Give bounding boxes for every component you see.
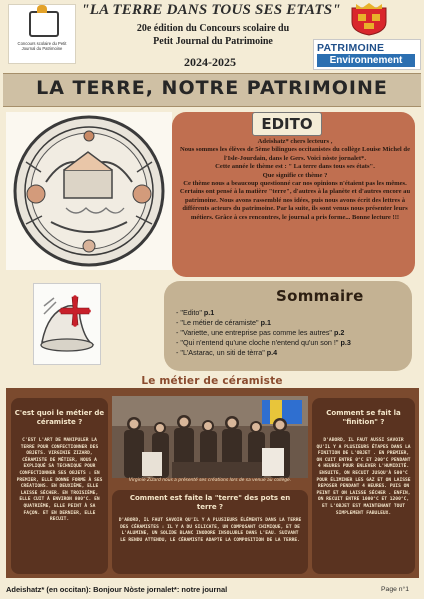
edito-heading: EDITO [252,112,322,136]
photo-caption: Virginie Zizard nous a présenté ses créations lors de sa venue au collège. [128,478,292,483]
sommaire-item-page: p.2 [333,328,345,337]
sommaire-list [176,308,424,358]
bell-with-occitan-cross-illustration [33,283,101,365]
metier-finition-text: D'ABORD, IL FAUT AUSSI SAVOIR QU'IL Y A PLUSIEURS ÉTAPES DANS LA FINITION DE L'OBJET . EN PREMIER, ON CUIT ENTRE 0°C ET 200°C PENDANT 4 HEURES POUR ENLEVER L'HUMIDITÉ. ENSUITE, ON RECUIT JUSQU'À 500°C POUR ÉLIMINER LES GAZ ET ON LAISSE REPOSER PENDANT 4 HEURES. PUIS ON PEINT ET ON LAISSE SÉCHER . ENFIN, ON RECUIT ENTRE 1000°C ET 1200°C, ET L'OBJET EST MAINTENANT TOUT SIMPLEMENT FABULEUX. [316,438,411,516]
sommaire-item-label: - "Qui n'entend qu'une cloche n'entend qu'un son !" [176,338,339,347]
sommaire-item[interactable] [176,318,424,328]
sommaire-heading: Sommaire [276,287,364,305]
patrimoine-logo-line-1: PATRIMOINE [317,42,385,54]
patrimoine-logo-line-2: Environnement [317,54,415,67]
patrimoine-environnement-logo [313,39,421,70]
metier-composition-title: Comment est faite la "terre" des pots en terre ? [129,494,291,511]
edito-question: Que signifie ce thème ? [262,171,328,179]
edito-intro: Nous sommes les élèves de 5ème bilingues occitanistes du collège Louise Michel de l'Isle-Jourdain, dans le Gers. Voici nòste jornalet*. [179,146,411,162]
sommaire-item[interactable] [176,338,424,348]
metier-definition-title: C'est quoi le métier de céramiste ? [14,409,105,426]
class-photo [112,396,308,478]
metier-definition-text: C'EST L'ART DE MANIPULER LA TERRE POUR CONFECTIONNER DES OBJETS. VIRGINIE ZIZARD, CÉRAMISTE DE MÉTIER, NOUS A EXPLIQUÉ SA TECHNIQUE POUR CONFECTIONNER SES OBJETS : EN PREMIER, ELLE DONNE FORME À SES CRÉATIONS. EN DEUXIÈME, ELLE LAISSE SÉCHER. EN TROISIÈME, ELLE CUIT À ENVIRON 800°C. EN QUATRIÈME, ELLE PEINT À SA FAÇON. ET EN DERNIER, ELLE RECUIT. [16,438,103,523]
glossary-footer: Adeishatz* (en occitan): Bonjour Nòste jornalet*: notre journal [6,585,228,594]
subtitle-line-1: 20e édition du Concours scolaire du [136,23,290,34]
subtitle-line-2: Petit Journal du Patrimoine [153,36,273,47]
metier-composition-text: D'ABORD, IL FAUT SAVOIR QU'IL Y A PLUSIEURS ÉLÉMENTS DANS LA TERRE DES CÉRAMISTES : IL Y A DU SILICATE, UN COMPOSANT CHIMIQUE, ET DE L'ALUMINE, UN SOLIDE BLANC INODORE INSOLUBLE DANS L'EAU. SUIVANT LE RENDU ATTENDU, LE CÉRAMISTE ADAPTE LA COMPOSITION DE LA TERRE. [118,518,302,543]
edito-body-text: Ce thème nous a beaucoup questionné car nos opinions n'étaient pas les mêmes. Certains ont pensé à la matière "terre", d'autres à la planète et d'autres encore au patrimoine. Nous avons rassemblé nos idées, puis nous avons écrit des lettres à différents acteurs du patrimoine. Par la suite, ils sont venus nous présenter leurs métiers. Grâce à ces rencontres, le journal a pris forme... Bonne lecture !!! [179,180,411,221]
sommaire-item-label: - "L'Astarac, un siti de tèrra" [176,348,265,357]
sommaire-item-label: - "Edito" [176,308,202,317]
coat-of-arms-icon [348,2,390,36]
sommaire-item-label: - "Le métier de céramiste" [176,318,259,327]
metier-heading: Le métier de céramiste [141,375,283,387]
journal-logo-icon [29,11,59,37]
decorated-plate-illustration [6,112,172,270]
sommaire-item-page: p.1 [260,318,271,327]
contest-logo-text: Concours scolaire du Petit Journal du Patrimoine [17,41,67,51]
edito-body [178,138,412,222]
contest-year: 2024-2025 [184,55,236,69]
contest-title: "LA TERRE DANS TOUS SES ETATS" [81,2,341,18]
contest-subtitle [84,22,342,48]
page-number: Page n°1 [381,586,410,593]
edito-theme: Cette année le thème est : " La terre dans tous ses états". [215,163,375,171]
sommaire-item[interactable] [176,348,424,358]
contest-logo [8,4,76,64]
sommaire-item[interactable] [176,328,424,338]
sommaire-item-page: p.4 [266,348,278,357]
metier-finition-title: Comment se fait la "finition" ? [326,409,401,426]
sommaire-item[interactable] [176,308,424,318]
sommaire-item-page: p.1 [203,308,215,317]
sommaire-item-page: p.3 [340,338,351,347]
page-title: LA TERRE, NOTRE PATRIMOINE [36,77,388,99]
sommaire-item-label: - "Variette, une entreprise pas comme les autres" [176,328,332,337]
edito-greeting: Adeishatz* chers lecteurs , [257,138,333,145]
